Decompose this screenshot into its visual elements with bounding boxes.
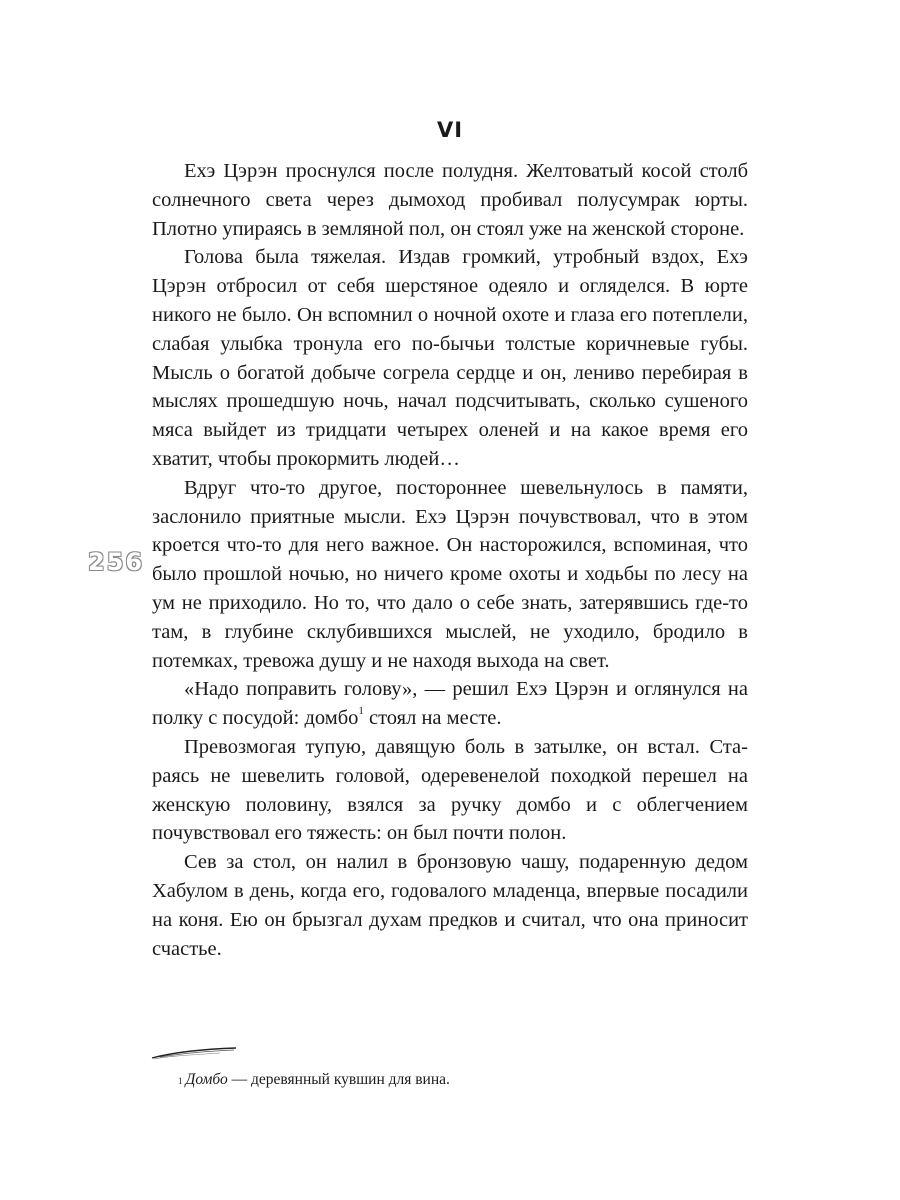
footnote-term: Домбо [185,1071,228,1088]
chapter-heading: VI [436,118,464,142]
paragraph-text: «Надо поправить голову», — решил Ехэ Цэрэн и оглянулся на полку с посудой: домбо [152,678,748,730]
page-number: 256 [88,548,145,576]
paragraph: Превозмогая тупую, давящую боль в затылке, он встал. Стараясь не шевелить головой, одеревенелой походкой перешел на женскую половину, взялся за ручку домбо и с облегчением почувствовал его тяжесть: он был почти полон. [152,735,748,845]
body-text [152,157,748,963]
footnote [178,1070,738,1090]
paragraph: Ехэ Цэрэн проснулся после полудня. Желтоватый косой столб солнечного света через дымоход пробивал полусумрак юрты. Плотно упираясь в земляной пол, он стоял уже на женской стороне. [152,160,748,240]
footnote-reference[interactable]: 1 [358,705,364,718]
paragraph: Сев за стол, он налил в бронзовую чашу, подаренную дедом Хабулом в день, когда его, годовалого младенца, впервые посадили на коня. Ею он брызгал духам предков и считал, что она приносит счастье. [152,851,748,960]
paragraph-text: стоял на месте. [363,707,502,730]
footnote-number: 1 [178,1076,183,1086]
paragraph: Голова была тяжелая. Издав громкий, утробный вздох, Ехэ Цэрэн отбросил от себя шерстяное одеяло и огляделся. В юрте никого не было. Он вспомнил о ночной охоте и глаза его потеплели, слабая улыбка тронула его по-бычьи толстые коричневые губы. Мысль о богатой добыче согрела сердце и он, лениво перебирая в мыслях прошедшую ночь, начал подсчитывать, сколько сушеного мяса выйдет из тридцати четырех оленей и на какое время его хватит, чтобы прокормить людей… [152,246,748,470]
paragraph: Вдруг что-то другое, постороннее шевельнулось в памяти, заслонило приятные мысли. Ехэ Цэрэн почувствовал, что в этом кроется что-то для него важное. Он насторожился, вспоминая, что было прошлой ночью, но ничего кроме охоты и ходьбы по лесу на ум не приходило. Но то, что дало о себе знать, затерявшись где-то там, в глубине склубившихся мыслей, не уходило, бродило в потемках, тревожа душу и не находя выхода на свет. [152,476,748,672]
footnote-divider-flourish [150,1046,240,1062]
footnote-definition: — деревянный кувшин для вина. [227,1071,450,1088]
paragraph [152,675,748,733]
